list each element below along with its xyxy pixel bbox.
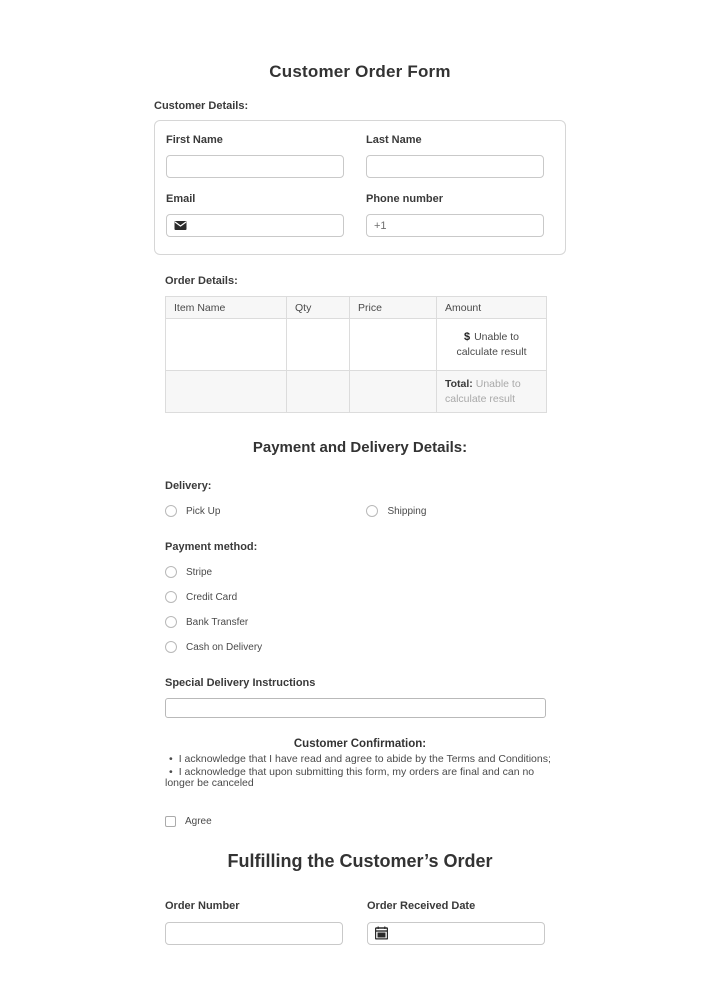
special-instructions-input[interactable] [165,698,546,718]
order-number-input[interactable] [165,922,343,945]
last-name-label: Last Name [366,134,422,146]
radio-label: Cash on Delivery [186,641,263,653]
total-cell [437,371,547,413]
envelope-icon [174,219,187,232]
total-label: Total: [445,377,473,390]
radio-option-shipping[interactable] [366,505,426,517]
col-header-price: Price [350,297,437,319]
calendar-icon [375,927,388,940]
order-number-field-group [165,900,343,945]
radio-option-cash-on-delivery[interactable] [165,641,566,653]
item-name-cell[interactable] [166,319,287,371]
email-field-group [166,193,344,237]
page-title: Customer Order Form [269,62,451,81]
customer-confirmation-heading: Customer Confirmation: [293,738,427,750]
radio-option-credit-card[interactable] [165,591,566,603]
payment-delivery-heading: Payment and Delivery Details: [252,439,468,456]
email-input[interactable] [166,214,344,237]
first-name-input[interactable] [166,155,344,178]
phone-label: Phone number [366,193,444,205]
radio-label: Shipping [387,505,427,517]
customer-details-card [154,120,566,255]
order-details-table [165,296,547,413]
last-name-field-group [366,134,544,178]
radio-icon[interactable] [165,616,177,628]
col-header-item-name: Item Name [166,297,287,319]
radio-label: Credit Card [186,591,238,603]
radio-option-pick-up[interactable] [165,505,220,517]
dollar-icon: $ [463,330,471,343]
radio-icon[interactable] [165,591,177,603]
amount-status-text: Unable to calculate result [456,330,527,358]
delivery-section-label: Delivery: [165,480,212,492]
radio-option-bank-transfer[interactable] [165,616,566,628]
confirmation-bullet: • I acknowledge that I have read and agree to abide by the Terms and Conditions; [165,754,566,766]
phone-field-group [366,193,544,237]
payment-options-list [165,566,566,653]
table-header-row [166,297,547,319]
agree-checkbox-row[interactable] [165,816,566,827]
radio-icon[interactable] [165,641,177,653]
table-row [166,319,547,371]
agree-label: Agree [185,815,212,827]
radio-icon[interactable] [165,505,177,517]
last-name-input[interactable] [366,155,544,178]
radio-label: Pick Up [186,505,221,517]
radio-label: Stripe [186,566,213,578]
col-header-qty: Qty [287,297,350,319]
first-name-label: First Name [166,134,223,146]
first-name-field-group [166,134,344,178]
order-received-date-input[interactable] [367,922,545,945]
radio-icon[interactable] [165,566,177,578]
fulfillment-heading: Fulfilling the Customer’s Order [227,850,493,871]
total-status-text: Unable to calculate result [445,377,521,405]
qty-cell[interactable] [287,319,350,371]
radio-icon[interactable] [366,505,378,517]
confirmation-bullet-list [165,754,566,790]
confirmation-bullet: • I acknowledge that upon submitting this form, my orders are final and can no longer be canceled [165,767,566,790]
phone-input[interactable] [366,214,544,237]
price-cell[interactable] [350,319,437,371]
radio-option-stripe[interactable] [165,566,566,578]
order-details-section-label: Order Details: [165,275,238,287]
customer-order-form-page [154,0,566,985]
order-received-date-field-group [367,900,545,945]
email-label: Email [166,193,196,205]
order-received-date-label: Order Received Date [367,899,476,912]
special-instructions-label: Special Delivery Instructions [165,677,316,689]
customer-details-section-label: Customer Details: [154,100,249,112]
fulfillment-fields-row [165,900,566,945]
table-total-row [166,371,547,413]
delivery-options-row [165,505,566,517]
radio-label: Bank Transfer [186,616,249,628]
payment-method-section-label: Payment method: [165,541,258,553]
agree-checkbox[interactable] [165,816,176,827]
order-number-label: Order Number [165,899,240,912]
amount-cell [437,319,547,371]
col-header-amount: Amount [437,297,547,319]
